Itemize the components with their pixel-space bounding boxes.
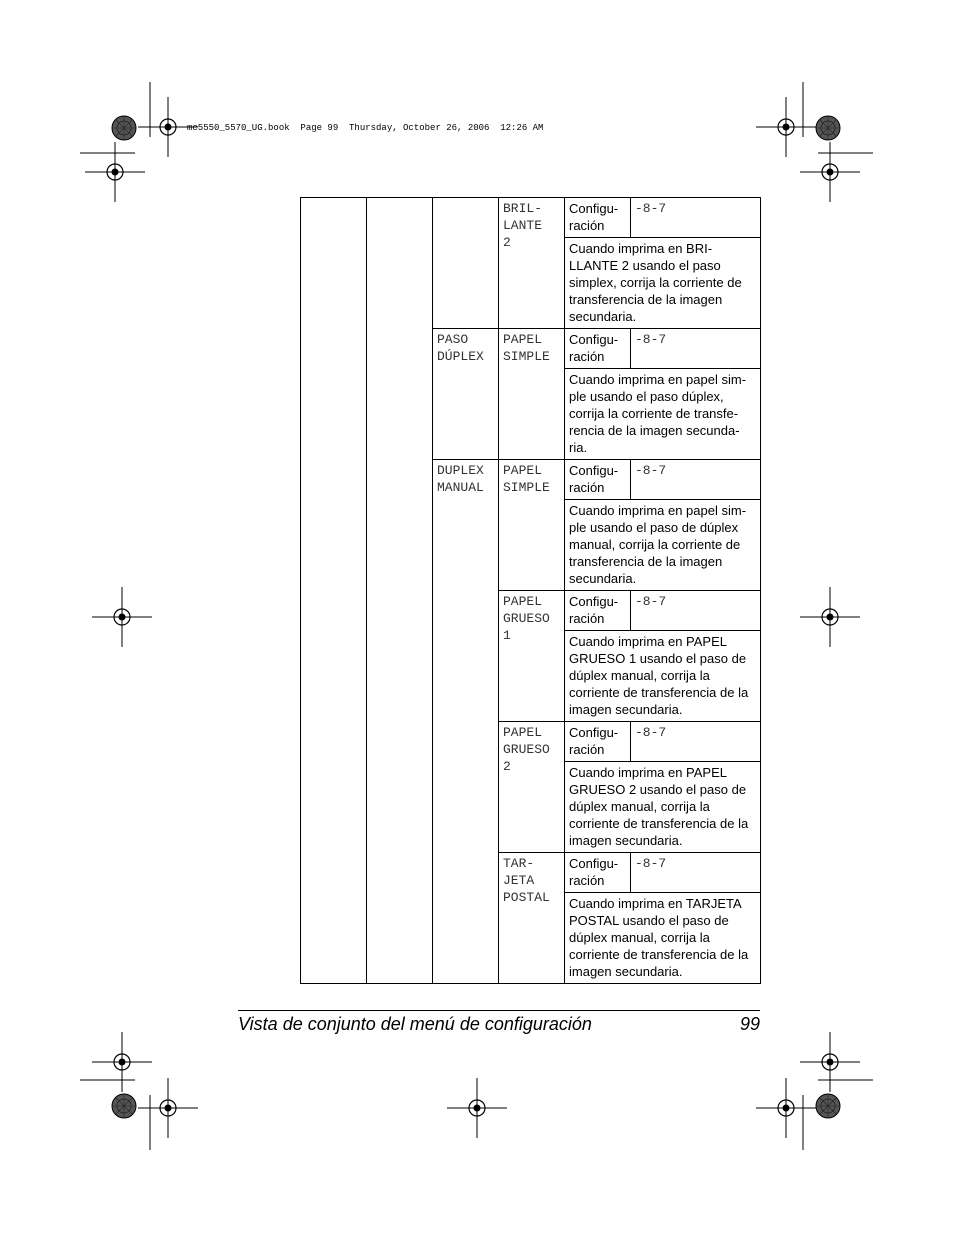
config-label bbox=[565, 853, 631, 893]
config-label bbox=[565, 591, 631, 631]
config-label-text: Configu- ración bbox=[569, 201, 619, 233]
description-cell: Cuando imprima en PAPEL GRUESO 1 usando el paso de dúplex manual, corrija la corriente de transferencia de la imagen secundaria. bbox=[565, 631, 761, 722]
config-label-text: Configu- ración bbox=[569, 594, 619, 626]
config-label bbox=[565, 198, 631, 238]
description-cell: Cuando imprima en papel sim-ple usando el paso de dúplex manual, corrija la corriente de transferencia de la imagen secundaria. bbox=[565, 500, 761, 591]
config-label bbox=[565, 329, 631, 369]
footer-section-title: Vista de conjunto del menú de configuración bbox=[238, 1014, 592, 1034]
description-cell: Cuando imprima en BRI-LLANTE 2 usando el paso simplex, corrija la corriente de transferencia de la imagen secundaria. bbox=[565, 238, 761, 329]
media-type-cell: PAPEL SIMPLE bbox=[499, 460, 565, 591]
config-label-text: Configu- ración bbox=[569, 332, 619, 364]
description-cell: Cuando imprima en TARJETA POSTAL usando el paso de dúplex manual, corrija la corriente de transferencia de la imagen secundaria. bbox=[565, 893, 761, 984]
menu-level-2-cell bbox=[367, 198, 433, 984]
configuration-menu-table bbox=[300, 197, 761, 984]
media-type-cell: BRIL- LANTE 2 bbox=[499, 198, 565, 329]
config-value: -8-7 bbox=[631, 853, 761, 893]
menu-level-1-cell bbox=[301, 198, 367, 984]
menu-level-3-cell: PASO DÚPLEX bbox=[433, 329, 499, 460]
media-type-cell: TAR- JETA POSTAL bbox=[499, 853, 565, 984]
media-type-cell: PAPEL GRUESO 2 bbox=[499, 722, 565, 853]
config-value: -8-7 bbox=[631, 329, 761, 369]
config-value: -8-7 bbox=[631, 198, 761, 238]
config-label bbox=[565, 460, 631, 500]
menu-level-3-cell: DUPLEX MANUAL bbox=[433, 460, 499, 984]
description-cell: Cuando imprima en PAPEL GRUESO 2 usando el paso de dúplex manual, corrija la corriente de transferencia de la imagen secundaria. bbox=[565, 762, 761, 853]
media-type-cell: PAPEL GRUESO 1 bbox=[499, 591, 565, 722]
config-value: -8-7 bbox=[631, 460, 761, 500]
print-info-header: mc5550_5570_UG.book Page 99 Thursday, October 26, 2006 12:26 AM bbox=[187, 123, 544, 133]
config-value: -8-7 bbox=[631, 591, 761, 631]
menu-level-3-cell bbox=[433, 198, 499, 329]
config-label-text: Configu- ración bbox=[569, 856, 619, 888]
footer-divider bbox=[238, 1010, 760, 1011]
description-cell: Cuando imprima en papel sim-ple usando el paso dúplex, corrija la corriente de transfe-rencia de la imagen secunda-ria. bbox=[565, 369, 761, 460]
config-value: -8-7 bbox=[631, 722, 761, 762]
page-number: 99 bbox=[739, 1014, 760, 1034]
config-label-text: Configu- ración bbox=[569, 463, 619, 495]
config-label bbox=[565, 722, 631, 762]
table-row bbox=[301, 198, 761, 238]
config-label-text: Configu- ración bbox=[569, 725, 619, 757]
media-type-cell: PAPEL SIMPLE bbox=[499, 329, 565, 460]
